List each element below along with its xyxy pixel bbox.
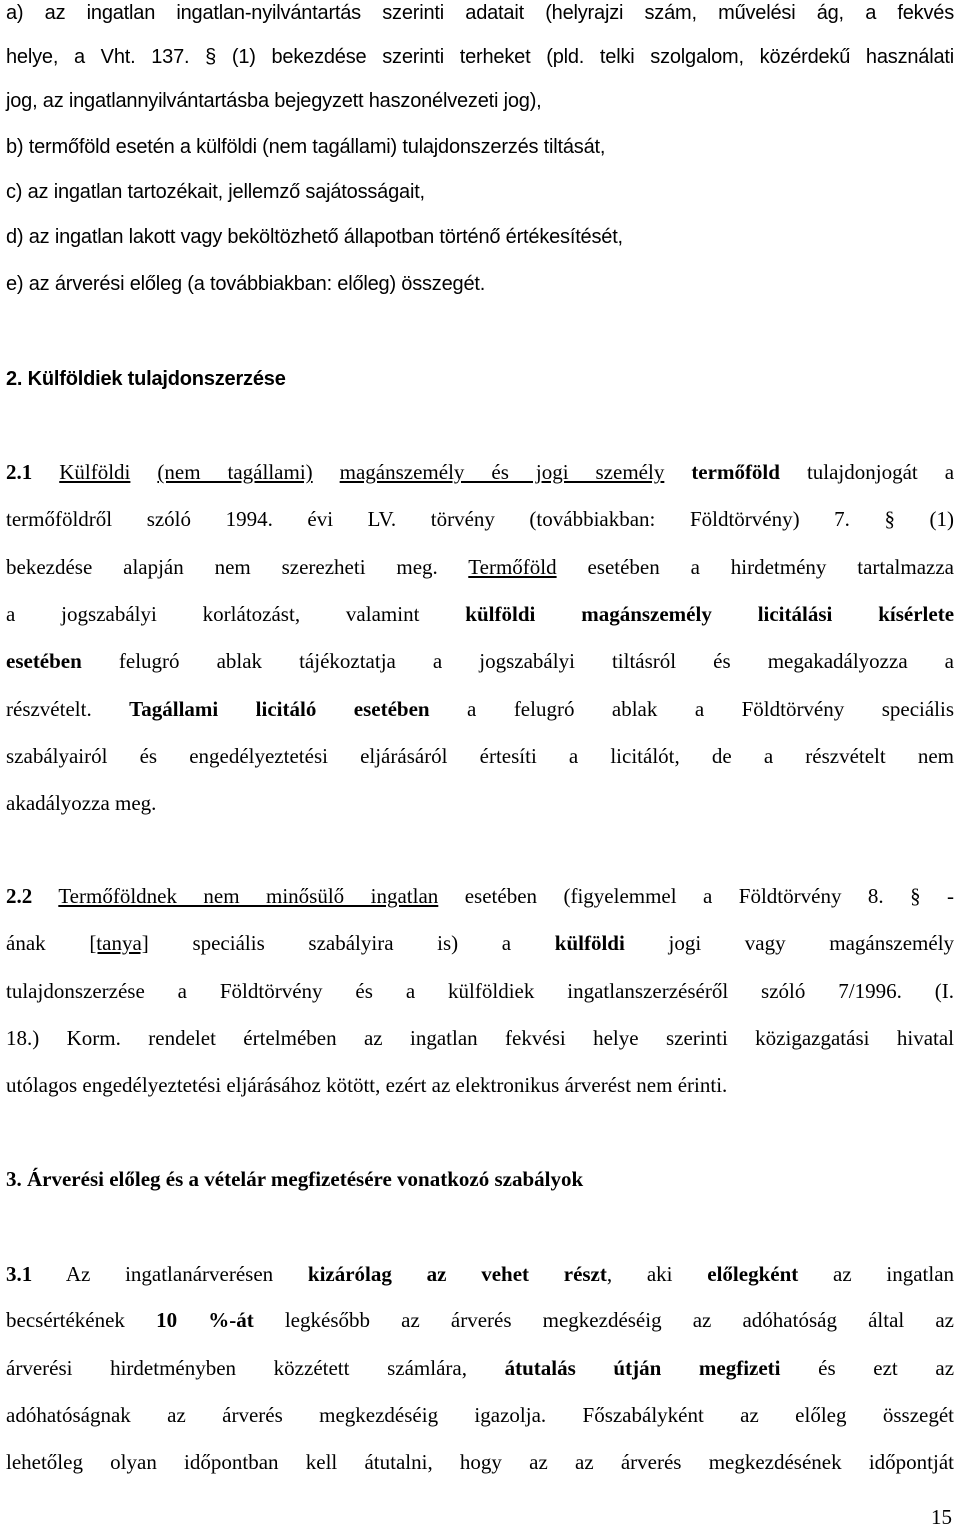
list-item-d: d) az ingatlan lakott vagy beköltözhető állapotban történő értékesítését, <box>6 226 623 248</box>
text-run: speciális szabályira is) a <box>192 931 512 955</box>
para-number: 2.2 <box>6 884 33 908</box>
para-2-1-line7: szabályairól és engedélyeztetési eljárásáról értesíti a licitálót, de a részvételt nem <box>6 744 954 768</box>
para-2-1-line1 <box>6 459 954 485</box>
underlined-term: Termőföld <box>468 555 557 579</box>
section-3-heading: 3. Árverési előleg és a vételár megfizetésére vonatkozó szabályok <box>6 1167 584 1191</box>
bold-term: 10 %-át <box>156 1308 254 1332</box>
underlined-term: Termőföldnek nem minősülő ingatlan <box>58 884 439 908</box>
list-item-b: b) termőföld esetén a külföldi (nem tagállami) tulajdonszerzés tiltását, <box>6 136 606 158</box>
para-number: 2.1 <box>6 460 33 484</box>
text-run: esetében a hirdetmény tartalmazza <box>587 555 954 579</box>
para-2-2-line4: 18.) Korm. rendelet értelmében az ingatlan fekvési helye szerinti közigazgatási hivatal <box>6 1026 954 1050</box>
para-2-2-line1 <box>6 883 954 909</box>
bold-term: átutalás útján megfizeti <box>504 1356 781 1380</box>
text-run: jogi vagy magánszemély <box>668 931 955 955</box>
text-run: és ezt az <box>818 1356 955 1380</box>
para-2-1-line4 <box>6 601 954 627</box>
bold-term: külföldi magánszemély licitálási kísérlete <box>465 602 955 626</box>
para-2-1-line6 <box>6 696 954 722</box>
text-run: az ingatlan <box>833 1262 955 1286</box>
underlined-term: magánszemély és jogi személy <box>339 460 665 484</box>
para-2-1-line3 <box>6 554 954 580</box>
bold-term: esetében <box>6 649 82 673</box>
para-3-1-line5: lehetőleg olyan időpontban kell átutalni, hogy az az árverés megkezdésének időpontját <box>6 1450 954 1474</box>
text-run: felugró ablak tájékoztatja a jogszabályi tiltásról és megakadályozza a <box>118 649 955 673</box>
para-3-1-line3 <box>6 1355 954 1381</box>
list-item-e: e) az árverési előleg (a továbbiakban: előleg) összegét. <box>6 273 486 295</box>
list-item-a-line3: jog, az ingatlannyilvántartásba bejegyzett haszonélvezeti jog), <box>6 90 542 112</box>
para-3-1-line2 <box>6 1307 954 1333</box>
text-run: a jogszabályi korlátozást, valamint <box>6 602 420 626</box>
para-2-1-line8: akadályozza meg. <box>6 791 157 815</box>
text-run: a felugró ablak a Földtörvény speciális <box>467 697 955 721</box>
bold-term: kizárólag az vehet részt <box>307 1262 607 1286</box>
section-2-heading: 2. Külföldiek tulajdonszerzése <box>6 368 286 390</box>
text-run: Az ingatlanárverésen <box>65 1262 274 1286</box>
para-3-1-line1 <box>6 1261 954 1287</box>
para-2-1-line5 <box>6 648 954 674</box>
text-run: becsértékének <box>6 1308 125 1332</box>
para-2-2-line5: utólagos engedélyeztetési eljárásához kötött, ezért az elektronikus árverést nem érinti. <box>6 1073 728 1097</box>
para-3-1-line4: adóhatóságnak az árverés megkezdéséig igazolja. Főszabályként az előleg összegét <box>6 1403 954 1427</box>
text-run: bekezdése alapján nem szerezheti meg. <box>6 555 438 579</box>
text-run: tulajdonjogát a <box>806 460 955 484</box>
para-number: 3.1 <box>6 1262 33 1286</box>
list-item-a-line2: helye, a Vht. 137. § (1) bekezdése szerinti terheket (pld. telki szolgalom, közérdekű használati <box>6 46 954 68</box>
list-item-c: c) az ingatlan tartozékait, jellemző sajátosságait, <box>6 181 425 203</box>
text-run: árverési hirdetményben közzétett számlára, <box>6 1356 467 1380</box>
bold-term: Tagállami licitáló esetében <box>129 697 430 721</box>
para-2-2-line3: tulajdonszerzése a Földtörvény és a külföldiek ingatlanszerzéséről szóló 7/1996. (I. <box>6 979 954 1003</box>
underlined-term: [tanya] <box>89 931 149 955</box>
bold-term: előlegként <box>707 1262 799 1286</box>
page-number: 15 <box>931 1505 952 1529</box>
underlined-term: (nem tagállami) <box>157 460 313 484</box>
text-run: , aki <box>606 1262 673 1286</box>
underlined-term: Külföldi <box>59 460 131 484</box>
text-run: részvételt. <box>6 697 92 721</box>
text-run: esetében (figyelemmel a Földtörvény 8. § - <box>464 884 955 908</box>
bold-term: termőföld <box>691 460 780 484</box>
text-run: ának <box>6 931 46 955</box>
list-item-a-line1: a) az ingatlan ingatlan-nyilvántartás szerinti adatait (helyrajzi szám, művelési ág, a fekvés <box>6 2 954 24</box>
bold-term: külföldi <box>554 931 625 955</box>
para-2-1-line2: termőföldről szóló 1994. évi LV. törvény (továbbiakban: Földtörvény) 7. § (1) <box>6 507 954 531</box>
para-2-2-line2 <box>6 930 954 956</box>
text-run: legkésőbb az árverés megkezdéséig az adóhatóság által az <box>284 1308 955 1332</box>
